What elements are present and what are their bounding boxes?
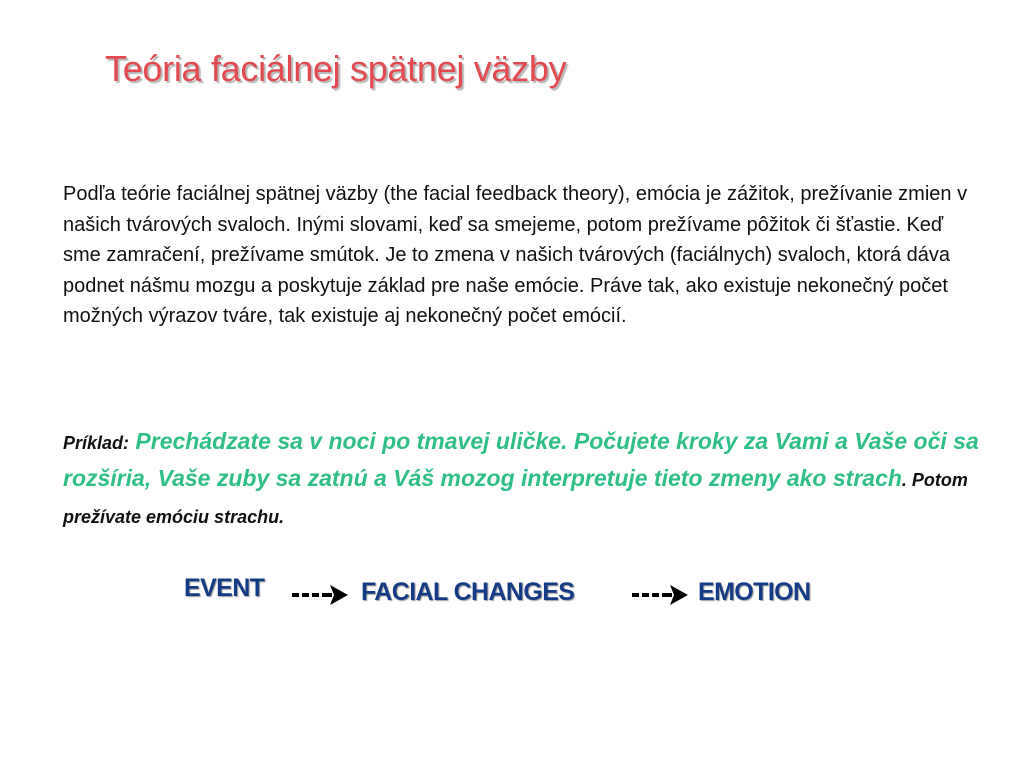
flow-node-facial-changes: FACIAL CHANGES [361,578,575,606]
example-label: Príklad: [63,433,130,453]
slide-title: Teória faciálnej spätnej väzby [105,48,567,89]
example-paragraph [63,424,983,535]
flow-diagram [182,574,842,614]
arrow-right-icon [292,583,350,607]
arrow-right-icon [632,583,690,607]
example-ending: . Potom prežívate emóciu strachu. [63,470,968,527]
body-paragraph: Podľa teórie faciálnej spätnej väzby (the facial feedback theory), emócia je zážitok, prežívanie zmien v našich tvárových svaloch. Inými slovami, keď sa smejeme, potom prežívame pôžitok či šťastie. Keď sme zamračení, prežívame smútok. Je to zmena v našich tvárových (faciálnych) svaloch, ktorá dáva podnet nášmu mozgu a poskytuje základ pre naše emócie. Práve tak, ako existuje nekonečný počet možných výrazov tváre, tak existuje aj nekonečný počet emócií. [63,183,968,327]
flow-node-emotion: EMOTION [698,578,811,606]
example-text: Prechádzate sa v noci po tmavej uličke. Počujete kroky za Vami a Vaše oči sa rozšíria, Vaše zuby sa zatnú a Váš mozog interpretuje tieto zmeny ako strach [63,428,979,491]
flow-node-event: EVENT [184,574,265,602]
